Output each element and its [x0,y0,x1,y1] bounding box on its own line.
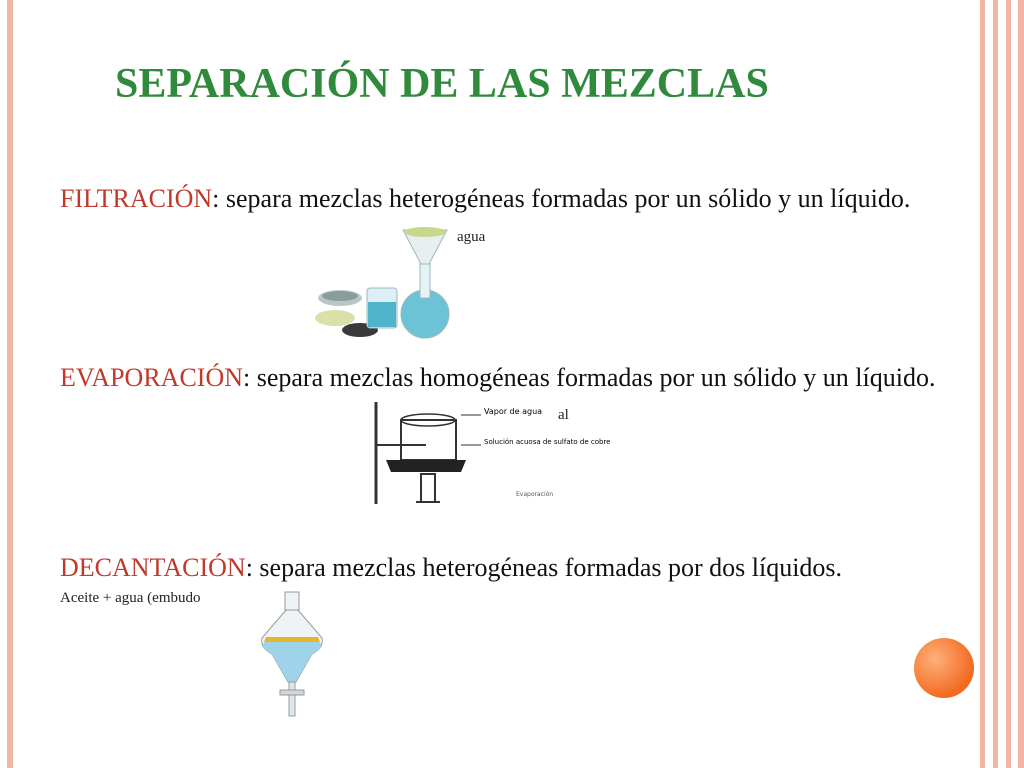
right-border-line-3 [1006,0,1011,768]
filtration-description: : separa mezclas heterogéneas formadas por un sólido y un líquido. [212,184,911,213]
evaporation-note: al [558,407,569,423]
right-border-line-1 [980,0,985,768]
decorative-orange-circle [914,638,974,698]
slide-title: SEPARACIÓN DE LAS MEZCLAS [115,61,769,107]
filtration-note: agua [457,229,486,245]
filtration-term: FILTRACIÓN [60,184,213,213]
filtration-apparatus-image [305,218,455,340]
left-border-line [7,0,13,768]
right-border-line-2 [993,0,998,768]
decantation-text [60,552,940,583]
evaporation-text [60,362,940,393]
filtration-text [60,183,940,214]
separatory-funnel-image [252,590,332,720]
evaporation-term: EVAPORACIÓN [60,363,243,392]
evaporation-description: : separa mezclas homogéneas formadas por un sólido y un líquido. [243,363,936,392]
evaporation-caption: Evaporación [516,491,554,498]
solution-label: Solución acuosa de sulfato de cobre [484,438,611,446]
right-border-line-4 [1018,0,1024,768]
vapor-label: Vapor de agua [484,407,543,416]
decantation-term: DECANTACIÓN [60,553,246,582]
decantation-note: Aceite + agua (embudo [60,590,201,606]
decantation-description: : separa mezclas heterogéneas formadas por dos líquidos. [245,553,843,582]
